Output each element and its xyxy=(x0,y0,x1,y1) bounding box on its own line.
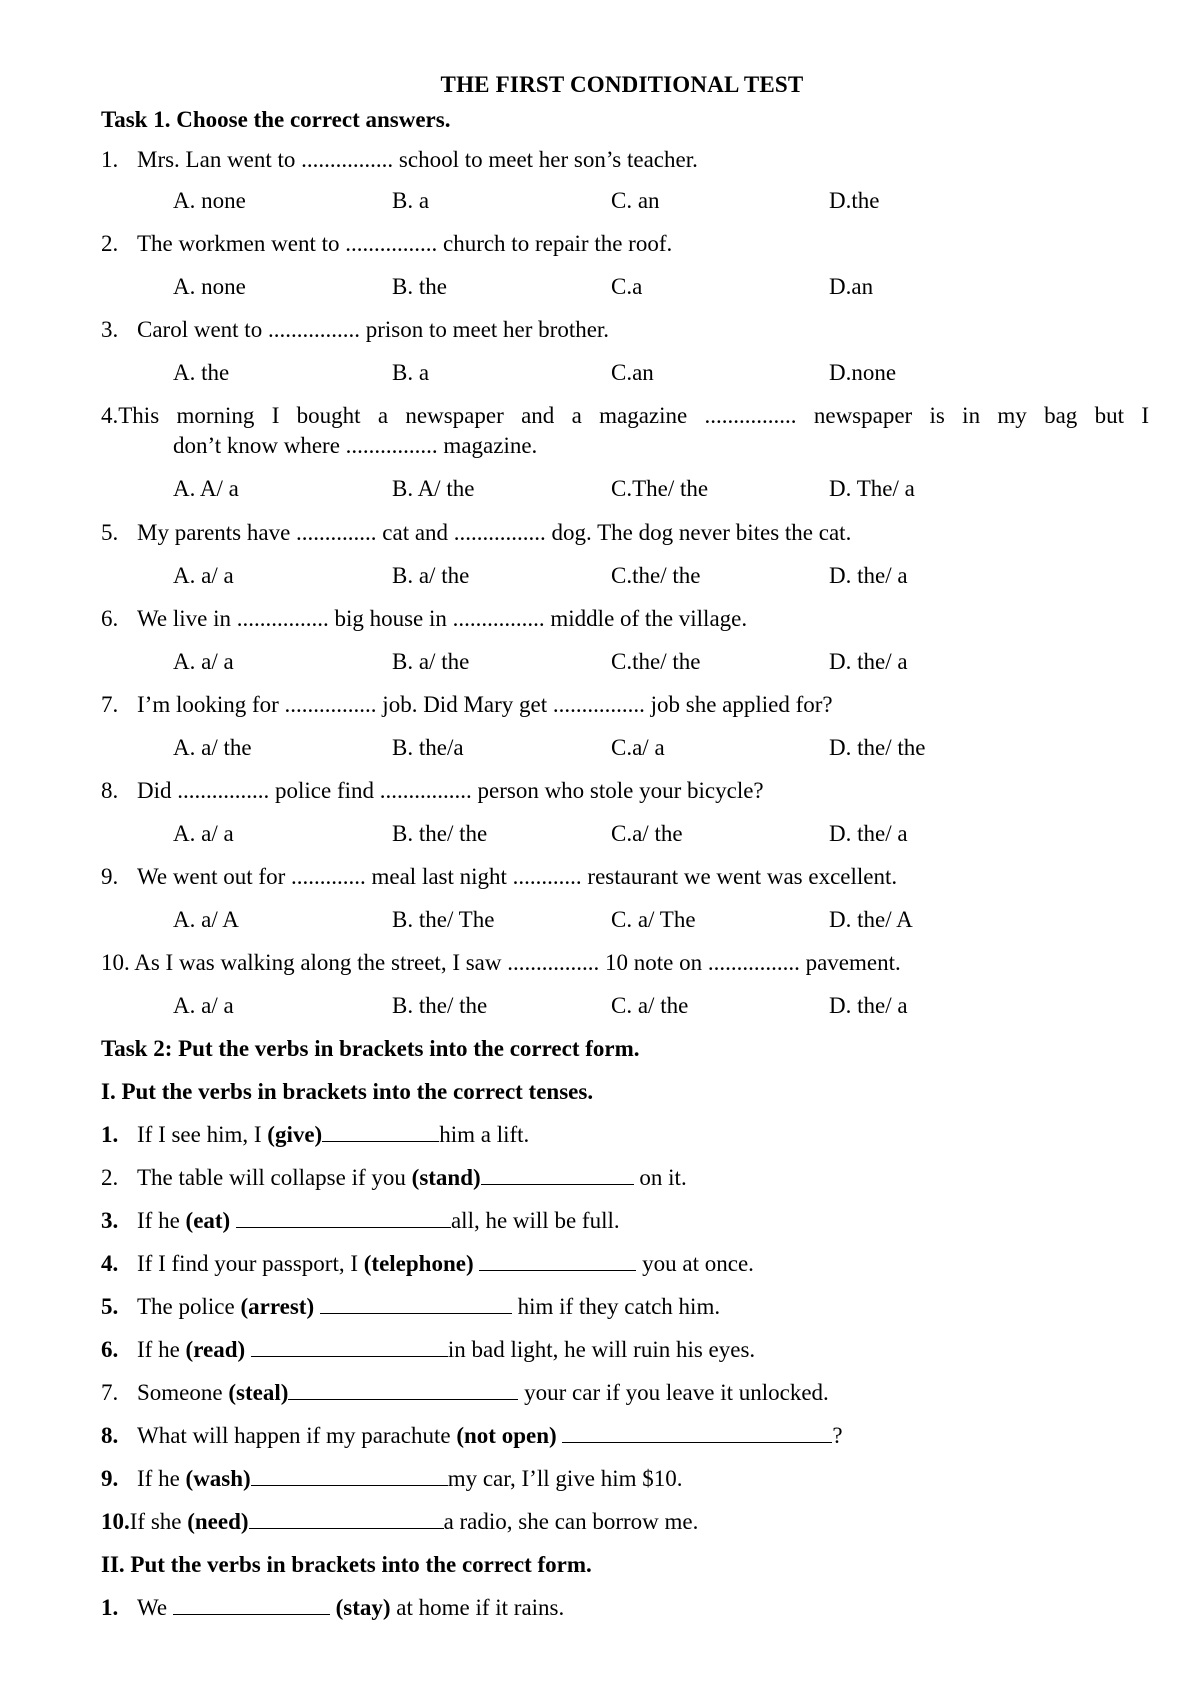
verb-hint: (give) xyxy=(267,1122,323,1147)
question-6-options xyxy=(0,648,1200,676)
option-a[interactable]: A. none xyxy=(173,188,246,213)
item-number: 7. xyxy=(101,1380,119,1405)
item-number: 10. xyxy=(101,1509,130,1534)
item-text: Someone (steal) your car if you leave it unlocked. xyxy=(137,1380,829,1405)
option-d[interactable]: D. The/ a xyxy=(829,476,915,501)
option-d[interactable]: D. the/ the xyxy=(829,735,926,760)
question-text: As I was walking along the street, I saw ................ 10 note on ................ pavement. xyxy=(134,950,901,975)
section1-heading: I. Put the verbs in brackets into the correct tenses. xyxy=(101,1079,594,1104)
option-c[interactable]: C.a xyxy=(611,274,643,299)
option-b[interactable]: B. a xyxy=(392,360,430,385)
answer-blank[interactable] xyxy=(322,1121,439,1142)
verb-hint: (telephone) xyxy=(363,1251,474,1276)
question-1-options xyxy=(0,187,1200,215)
item-number: 3. xyxy=(101,1208,119,1233)
question-text: My parents have .............. cat and ................ dog. The dog never bites the cat. xyxy=(137,520,852,545)
item-number: 6. xyxy=(101,1337,119,1362)
verb-hint: (read) xyxy=(185,1337,246,1362)
question-3-options xyxy=(0,359,1200,387)
question-number: 1. xyxy=(101,147,119,172)
verb-hint: (not open) xyxy=(456,1423,557,1448)
option-d[interactable]: D. the/ a xyxy=(829,821,908,846)
question-number: 4. xyxy=(101,403,119,428)
item-text: If he (eat) all, he will be full. xyxy=(137,1208,620,1233)
item-text: We (stay) at home if it rains. xyxy=(137,1595,565,1620)
item-number: 1. xyxy=(101,1122,119,1147)
verb-hint: (steal) xyxy=(228,1380,289,1405)
option-b[interactable]: B. a/ the xyxy=(392,649,470,674)
question-text: Mrs. Lan went to ................ school to meet her son’s teacher. xyxy=(137,147,698,172)
option-b[interactable]: B. the/ the xyxy=(392,821,488,846)
option-b[interactable]: B. a xyxy=(392,188,430,213)
option-a[interactable]: A. a/ a xyxy=(173,563,234,588)
option-d[interactable]: D.the xyxy=(829,188,880,213)
item-number: 2. xyxy=(101,1165,119,1190)
option-a[interactable]: A. a/ A xyxy=(173,907,239,932)
question-10 xyxy=(101,949,901,977)
verb-hint: (arrest) xyxy=(240,1294,315,1319)
question-8-options xyxy=(0,820,1200,848)
question-number: 9. xyxy=(101,864,119,889)
verb-hint: (need) xyxy=(187,1509,249,1534)
question-text: I’m looking for ................ job. Did Mary get ................ job she applied for? xyxy=(137,692,833,717)
item-text: If I find your passport, I (telephone) you at once. xyxy=(137,1251,754,1276)
question-text: Did ................ police find ................ person who stole your bicycle? xyxy=(137,778,764,803)
question-number: 8. xyxy=(101,778,119,803)
verb-hint: (eat) xyxy=(185,1208,231,1233)
task2-heading: Task 2: Put the verbs in brackets into the correct form. xyxy=(101,1036,640,1061)
option-c[interactable]: C.a/ the xyxy=(611,821,683,846)
option-d[interactable]: D. the/ A xyxy=(829,907,913,932)
option-c[interactable]: C.The/ the xyxy=(611,476,709,501)
question-number: 7. xyxy=(101,692,119,717)
item-number: 1. xyxy=(101,1595,119,1620)
option-b[interactable]: B. the/a xyxy=(392,735,464,760)
option-c[interactable]: C.the/ the xyxy=(611,563,701,588)
question-number: 10. xyxy=(101,950,130,975)
verb-hint: (wash) xyxy=(185,1466,251,1491)
option-a[interactable]: A. a/ a xyxy=(173,993,234,1018)
answer-blank[interactable] xyxy=(481,1164,634,1185)
option-b[interactable]: B. the/ the xyxy=(392,993,488,1018)
option-a[interactable]: A. a/ the xyxy=(173,735,252,760)
question-9-options xyxy=(0,906,1200,934)
answer-blank[interactable] xyxy=(251,1465,448,1486)
option-a[interactable]: A. A/ a xyxy=(173,476,239,501)
option-c[interactable]: C. an xyxy=(611,188,660,213)
answer-blank[interactable] xyxy=(320,1293,512,1314)
option-b[interactable]: B. the/ The xyxy=(392,907,495,932)
option-c[interactable]: C. a/ The xyxy=(611,907,696,932)
option-d[interactable]: D. the/ a xyxy=(829,649,908,674)
item-number: 9. xyxy=(101,1466,119,1491)
option-d[interactable]: D.an xyxy=(829,274,874,299)
option-a[interactable]: A. a/ a xyxy=(173,649,234,674)
answer-blank[interactable] xyxy=(288,1379,518,1400)
option-b[interactable]: B. the xyxy=(392,274,447,299)
question-number: 6. xyxy=(101,606,119,631)
question-number: 3. xyxy=(101,317,119,342)
question-7-options xyxy=(0,734,1200,762)
verb-hint: (stand) xyxy=(411,1165,481,1190)
item-text: The table will collapse if you (stand) on it. xyxy=(137,1165,687,1190)
option-c[interactable]: C.an xyxy=(611,360,654,385)
verb-hint: (stay) xyxy=(335,1595,391,1620)
option-c[interactable]: C. a/ the xyxy=(611,993,689,1018)
item-number: 5. xyxy=(101,1294,119,1319)
option-a[interactable]: A. a/ a xyxy=(173,821,234,846)
item-text: The police (arrest) him if they catch him. xyxy=(137,1294,721,1319)
item-number: 8. xyxy=(101,1423,119,1448)
question-4-continued: don’t know where ................ magazine. xyxy=(173,433,538,458)
item-text: If she (need) a radio, she can borrow me. xyxy=(129,1509,699,1534)
option-d[interactable]: D.none xyxy=(829,360,897,385)
item-text: If he (read) in bad light, he will ruin his eyes. xyxy=(137,1337,756,1362)
question-number: 5. xyxy=(101,520,119,545)
option-a[interactable]: A. none xyxy=(173,274,246,299)
option-b[interactable]: B. a/ the xyxy=(392,563,470,588)
question-4 xyxy=(101,402,1149,430)
answer-blank[interactable] xyxy=(562,1422,832,1443)
item-text: What will happen if my parachute (not open) ? xyxy=(137,1423,843,1448)
option-d[interactable]: D. the/ a xyxy=(829,993,908,1018)
question-text: Carol went to ................ prison to meet her brother. xyxy=(137,317,610,342)
option-c[interactable]: C.the/ the xyxy=(611,649,701,674)
question-number: 2. xyxy=(101,231,119,256)
answer-blank[interactable] xyxy=(236,1207,451,1228)
item-number: 4. xyxy=(101,1251,119,1276)
answer-blank[interactable] xyxy=(173,1594,330,1615)
question-10-options xyxy=(0,992,1200,1020)
question-text: The workmen went to ................ church to repair the roof. xyxy=(137,231,673,256)
question-text: We live in ................ big house in ................ middle of the village. xyxy=(137,606,748,631)
question-5-options xyxy=(0,562,1200,590)
question-text: This morning I bought a newspaper and a magazine ................ newspaper is in my bag but I xyxy=(118,403,1149,428)
fill-item-10 xyxy=(101,1508,698,1536)
item-text: If I see him, I (give) him a lift. xyxy=(137,1122,530,1147)
question-2-options xyxy=(0,273,1200,301)
answer-blank[interactable] xyxy=(479,1250,636,1271)
question-text: We went out for ............. meal last night ............ restaurant we went was excellent. xyxy=(137,864,898,889)
item-text: If he (wash) my car, I’ll give him $10. xyxy=(137,1466,683,1491)
option-c[interactable]: C.a/ a xyxy=(611,735,665,760)
option-b[interactable]: B. A/ the xyxy=(392,476,475,501)
task1-heading: Task 1. Choose the correct answers. xyxy=(101,107,451,132)
question-4-options xyxy=(0,475,1200,503)
page-title: THE FIRST CONDITIONAL TEST xyxy=(440,72,804,97)
answer-blank[interactable] xyxy=(249,1508,444,1529)
section2-heading: II. Put the verbs in brackets into the correct form. xyxy=(101,1552,592,1577)
option-d[interactable]: D. the/ a xyxy=(829,563,908,588)
option-a[interactable]: A. the xyxy=(173,360,230,385)
answer-blank[interactable] xyxy=(251,1336,448,1357)
